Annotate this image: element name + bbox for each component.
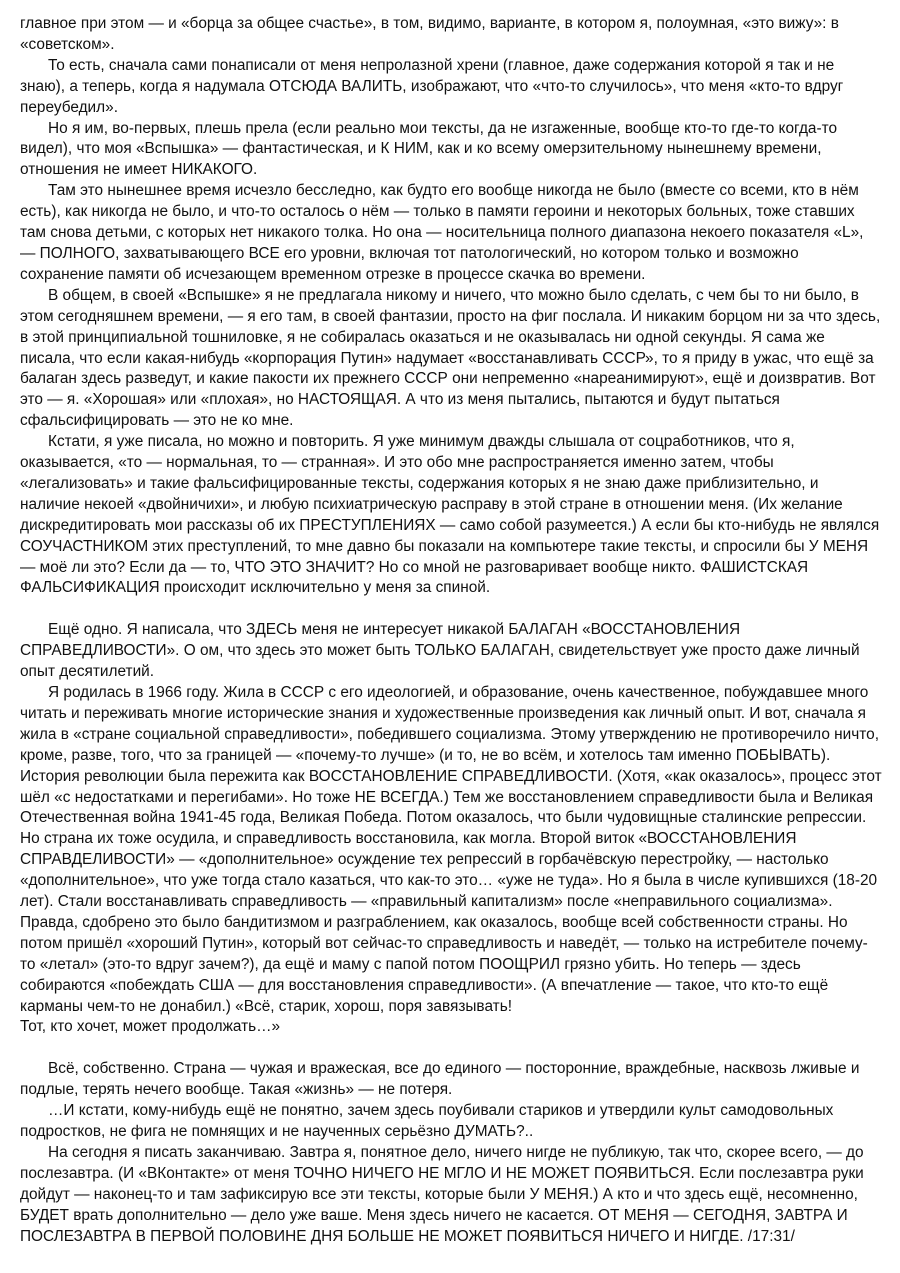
paragraph-2: То есть, сначала сами понаписали от меня непролазной хрени (главное, даже содержания которой я так и не знаю), а теперь, когда я надумала ОТСЮДА ВАЛИТЬ, изображают, что «что-то случилось», что меня «кто-то вдруг переубедил».: [20, 56, 844, 116]
paragraph-gap: [20, 1038, 882, 1059]
paragraph-11: …И кстати, кому-нибудь ещё не понятно, зачем здесь поубивали стариков и утвердили культ самодовольных подростков, не фига не помнящих и не наученных серьёзно ДУМАТЬ?..: [20, 1102, 834, 1140]
paragraph-9: Тот, кто хочет, может продолжать…»: [20, 1018, 281, 1036]
paragraph-1: главное при этом — и «борца за общее счастье», в том, видимо, варианте, в котором я, полоумная, «это вижу»: в «советском».: [20, 15, 839, 53]
paragraph-10: Всё, собственно. Страна — чужая и вражеская, все до единого — посторонние, враждебные, насквозь лживые и подлые, терять нечего вообще. Такая «жизнь» — не потеря.: [20, 1060, 860, 1099]
paragraph-4: Там это нынешнее время исчезло бесследно, как будто его вообще никогда не было (вместе со всеми, кто в нём есть), как никогда не было, и что-то осталось о нём — только в памяти героини и некоторых больных, тоже ставших там снова детьми, с которых нет никакого толка. Но она — носительница полного диапазона некоего показателя «L», — ПОЛНОГО, захватывающего ВСЕ его уровни, включая тот патологический, но котором только и возможно сохранение памяти об исчезающем временном отрезке в процессе скачка во времени.: [20, 182, 864, 283]
paragraph-12: На сегодня я писать заканчиваю. Завтра я, понятное дело, ничего нигде не публикую, так что, скорее всего, — до послезавтра. (И «ВКонтакте» от меня ТОЧНО НИЧЕГО НЕ МГЛО И НЕ МОЖЕТ ПОЯВИТЬСЯ. Если послезавтра руки дойдут — наконец-то и там зафиксирую все эти тексты, которые были У МЕНЯ.) А кто и что здесь ещё, несомненно, БУДЕТ врать дополнительно — дело уже ваше. Меня здесь ничего не касается. ОТ МЕНЯ — СЕГОДНЯ, ЗАВТРА И ПОСЛЕЗАВТРА В ПЕРВОЙ ПОЛОВИНЕ ДНЯ БОЛЬШЕ НЕ МОЖЕТ ПОЯВИТЬСЯ НИЧЕГО И НИГДЕ. /17:31/: [20, 1143, 864, 1245]
paragraph-6: Кстати, я уже писала, но можно и повторить. Я уже минимум дважды слышала от соцработников, что я, оказывается, «то — нормальная, то — странная». И это обо мне распространяется именно затем, чтобы «легализовать» и такие фальсифицированные тексты, содержания которых я не знаю даже приблизительно, и наличие некоей «двойничихи», и любую психиатрическую расправу в этой стране в отношении меня. (Их желание дискредитировать мои рассказы об их ПРЕСТУПЛЕНИЯХ — само собой разумеется.) А если бы кто-нибудь не являлся СОУЧАСТНИКОМ этих преступлений, то мне давно бы показали на компьютере такие тексты, и спросили бы У МЕНЯ — моё ли это? Если да — то, ЧТО ЭТО ЗНАЧИТ? Но со мной не разговаривает вообще никто. ФАШИСТСКАЯ ФАЛЬСИФИКАЦИЯ происходит исключительно у меня за спиной.: [20, 433, 880, 597]
paragraph-gap: [20, 599, 882, 620]
paragraph-3: Но я им, во-первых, плешь прела (если реально мои тексты, да не изгаженные, вообще кто-то где-то когда-то видел), что моя «Вспышка» — фантастическая, и К НИМ, как и ко всему омерзительному нынешнему времени, отношения не имеет НИКАКОГО.: [20, 119, 838, 179]
paragraph-5: В общем, в своей «Вспышке» я не предлагала никому и ничего, что можно было сделать, с чем бы то ни было, в этом сегодняшнем времени, — я его там, в своей фантазии, просто на фиг послала. И никаким борцом ни за что здесь, в этой принципиальной тошниловке, я не собиралась оказаться и не оказывалась ни одной секунды. Я сама же писала, что если какая-нибудь «корпорация Путин» надумает «восстанавливать СССР», то я приду в ужас, что ещё за балаган здесь разведут, и какие пакости их прежнего СССР они непременно «нареанимируют», ещё и доизвратив. Вот это — я. «Хорошая» или «плохая», но НАСТОЯЩАЯ. А что из меня пытались, пытаются и будут пытаться сфальсифицировать — это не ко мне.: [20, 286, 881, 430]
paragraph-8: Я родилась в 1966 году. Жила в СССР с его идеологией, и образование, очень качественное, побуждавшее много читать и переживать многие исторические знания и художественные произведения как личный опыт. И вот, сначала я жила в «стране социальной справедливости», победившего социализма. Этому утверждению не противоречило ничто, кроме, разве, того, что за границей — «почему-то лучше» (и то, не во всём, и хотелось там именно ПОБЫВАТЬ). История революции была пережита как ВОССТАНОВЛЕНИЕ СПРАВЕДЛИВОСТИ. (Хотя, «как оказалось», процесс этот шёл «с недостатками и перегибами». Но тоже НЕ ВСЕГДА.) Тем же восстановлением справедливости была и Великая Отечественная война 1941-45 года, Великая Победа. Потом оказалось, что были чудовищные сталинские репрессии. Но страна их тоже осудила, и справедливость восстановила, как могла. Второй виток «ВОССТАНОВЛЕНИЯ СПРАВДЕЛИВОСТИ» — «дополнительное» осуждение тех репрессий в горбачёвскую перестройку, — настолько «дополнительное», что уже тогда стало казаться, что как-то это… «уже не туда». Но я была в числе купившихся (18-20 лет). Стали восстанавливать справедливость — «правильный капитализм» после «неправильного социализма». Правда, сдобрено это было бандитизмом и разграблением, как оказалось, вообще всей собственности страны. Но потом пришёл «хороший Путин», который вот сейчас-то справедливость и наведёт, — только на истребителе почему-то «летал» (это-то вдруг зачем?), да ещё и маму с папой потом ПООЩРИЛ грязно убить. Но теперь — здесь собираются «побеждать США — для восстановления справедливости». (А впечатление — такое, что кто-то ещё карманы чем-то не донабил.) «Всё, старик, хорош, поря завязывать!: [20, 683, 882, 1015]
document-page: [20, 14, 882, 1247]
paragraph-7: Ещё одно. Я написала, что ЗДЕСЬ меня не интересует никакой БАЛАГАН «ВОССТАНОВЛЕНИЯ СПРАВЕДЛИВОСТИ». О ом, что здесь это может быть ТОЛЬКО БАЛАГАН, свидетельствует уже просто даже личный опыт десятилетий.: [20, 621, 860, 681]
